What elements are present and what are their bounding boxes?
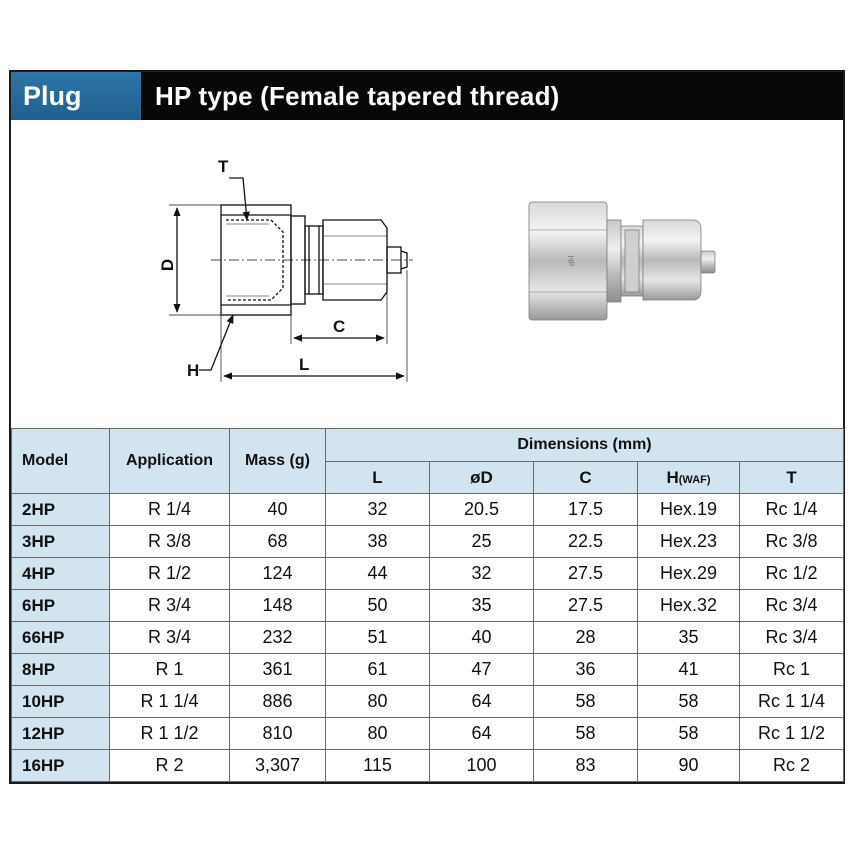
label-l: L [299, 355, 310, 374]
cell-model: 10HP [12, 686, 110, 718]
cell-t: Rc 1 1/4 [740, 686, 844, 718]
cell-mass: 148 [230, 590, 326, 622]
cell-t: Rc 3/4 [740, 590, 844, 622]
product-image [529, 202, 715, 320]
cell-l: 38 [326, 526, 430, 558]
cell-h: 58 [638, 718, 740, 750]
header-c: C [534, 462, 638, 494]
cell-t: Rc 1 1/2 [740, 718, 844, 750]
cell-d: 47 [430, 654, 534, 686]
cell-h: Hex.23 [638, 526, 740, 558]
table-row [12, 654, 844, 686]
cell-h: 41 [638, 654, 740, 686]
cell-d: 32 [430, 558, 534, 590]
category-label: Plug [11, 72, 141, 120]
cell-mass: 124 [230, 558, 326, 590]
cell-h: Hex.29 [638, 558, 740, 590]
cell-application: R 1/2 [110, 558, 230, 590]
cell-l: 50 [326, 590, 430, 622]
cell-t: Rc 1/4 [740, 494, 844, 526]
cell-c: 28 [534, 622, 638, 654]
table-row [12, 526, 844, 558]
header-mass: Mass (g) [230, 429, 326, 494]
cell-t: Rc 1/2 [740, 558, 844, 590]
cell-model: 8HP [12, 654, 110, 686]
cell-application: R 1/4 [110, 494, 230, 526]
cell-mass: 810 [230, 718, 326, 750]
label-h: H [187, 361, 200, 380]
cell-application: R 1 [110, 654, 230, 686]
cell-d: 40 [430, 622, 534, 654]
cell-l: 80 [326, 718, 430, 750]
cell-l: 32 [326, 494, 430, 526]
cell-d: 100 [430, 750, 534, 782]
cell-mass: 3,307 [230, 750, 326, 782]
cell-t: Rc 1 [740, 654, 844, 686]
cell-application: R 2 [110, 750, 230, 782]
cell-t: Rc 3/8 [740, 526, 844, 558]
cell-d: 25 [430, 526, 534, 558]
cell-model: 4HP [12, 558, 110, 590]
cell-application: R 3/4 [110, 590, 230, 622]
header-l: L [326, 462, 430, 494]
table-row [12, 622, 844, 654]
cell-mass: 232 [230, 622, 326, 654]
cell-model: 3HP [12, 526, 110, 558]
cell-t: Rc 2 [740, 750, 844, 782]
cell-d: 64 [430, 686, 534, 718]
label-c: C [333, 317, 346, 336]
cell-mass: 361 [230, 654, 326, 686]
technical-drawing [11, 120, 843, 428]
cell-l: 51 [326, 622, 430, 654]
header-dimensions: Dimensions (mm) [326, 429, 844, 462]
cell-l: 115 [326, 750, 430, 782]
table-row [12, 686, 844, 718]
cell-h: Hex.19 [638, 494, 740, 526]
cell-l: 61 [326, 654, 430, 686]
body-marking: HP [566, 255, 575, 267]
cell-l: 44 [326, 558, 430, 590]
table-row [12, 558, 844, 590]
cell-model: 2HP [12, 494, 110, 526]
table-row [12, 494, 844, 526]
cell-application: R 3/8 [110, 526, 230, 558]
cell-application: R 1 1/2 [110, 718, 230, 750]
spec-sheet [9, 70, 845, 784]
cell-c: 22.5 [534, 526, 638, 558]
table-row [12, 718, 844, 750]
line-drawing [169, 178, 413, 382]
header-application: Application [110, 429, 230, 494]
cell-model: 66HP [12, 622, 110, 654]
figure-area [11, 120, 843, 428]
cell-d: 64 [430, 718, 534, 750]
dimensions-table [11, 428, 844, 782]
cell-c: 27.5 [534, 590, 638, 622]
cell-mass: 68 [230, 526, 326, 558]
cell-l: 80 [326, 686, 430, 718]
table-row [12, 750, 844, 782]
header-h-waf: (WAF) [678, 473, 711, 486]
header-h [638, 462, 740, 494]
header-d: øD [430, 462, 534, 494]
table-row [12, 590, 844, 622]
cell-c: 36 [534, 654, 638, 686]
cell-c: 58 [534, 718, 638, 750]
header-h-label: H [666, 467, 679, 487]
label-t: T [218, 157, 229, 176]
cell-h: 90 [638, 750, 740, 782]
cell-model: 16HP [12, 750, 110, 782]
cell-c: 17.5 [534, 494, 638, 526]
header-bar [11, 72, 843, 120]
cell-mass: 40 [230, 494, 326, 526]
cell-model: 6HP [12, 590, 110, 622]
cell-t: Rc 3/4 [740, 622, 844, 654]
label-d: D [158, 258, 177, 272]
header-model: Model [12, 429, 110, 494]
cell-h: 58 [638, 686, 740, 718]
cell-c: 58 [534, 686, 638, 718]
cell-c: 83 [534, 750, 638, 782]
cell-model: 12HP [12, 718, 110, 750]
cell-mass: 886 [230, 686, 326, 718]
cell-h: 35 [638, 622, 740, 654]
cell-h: Hex.32 [638, 590, 740, 622]
cell-application: R 1 1/4 [110, 686, 230, 718]
cell-c: 27.5 [534, 558, 638, 590]
header-t: T [740, 462, 844, 494]
page-title: HP type (Female tapered thread) [155, 81, 560, 111]
cell-d: 35 [430, 590, 534, 622]
cell-d: 20.5 [430, 494, 534, 526]
cell-application: R 3/4 [110, 622, 230, 654]
